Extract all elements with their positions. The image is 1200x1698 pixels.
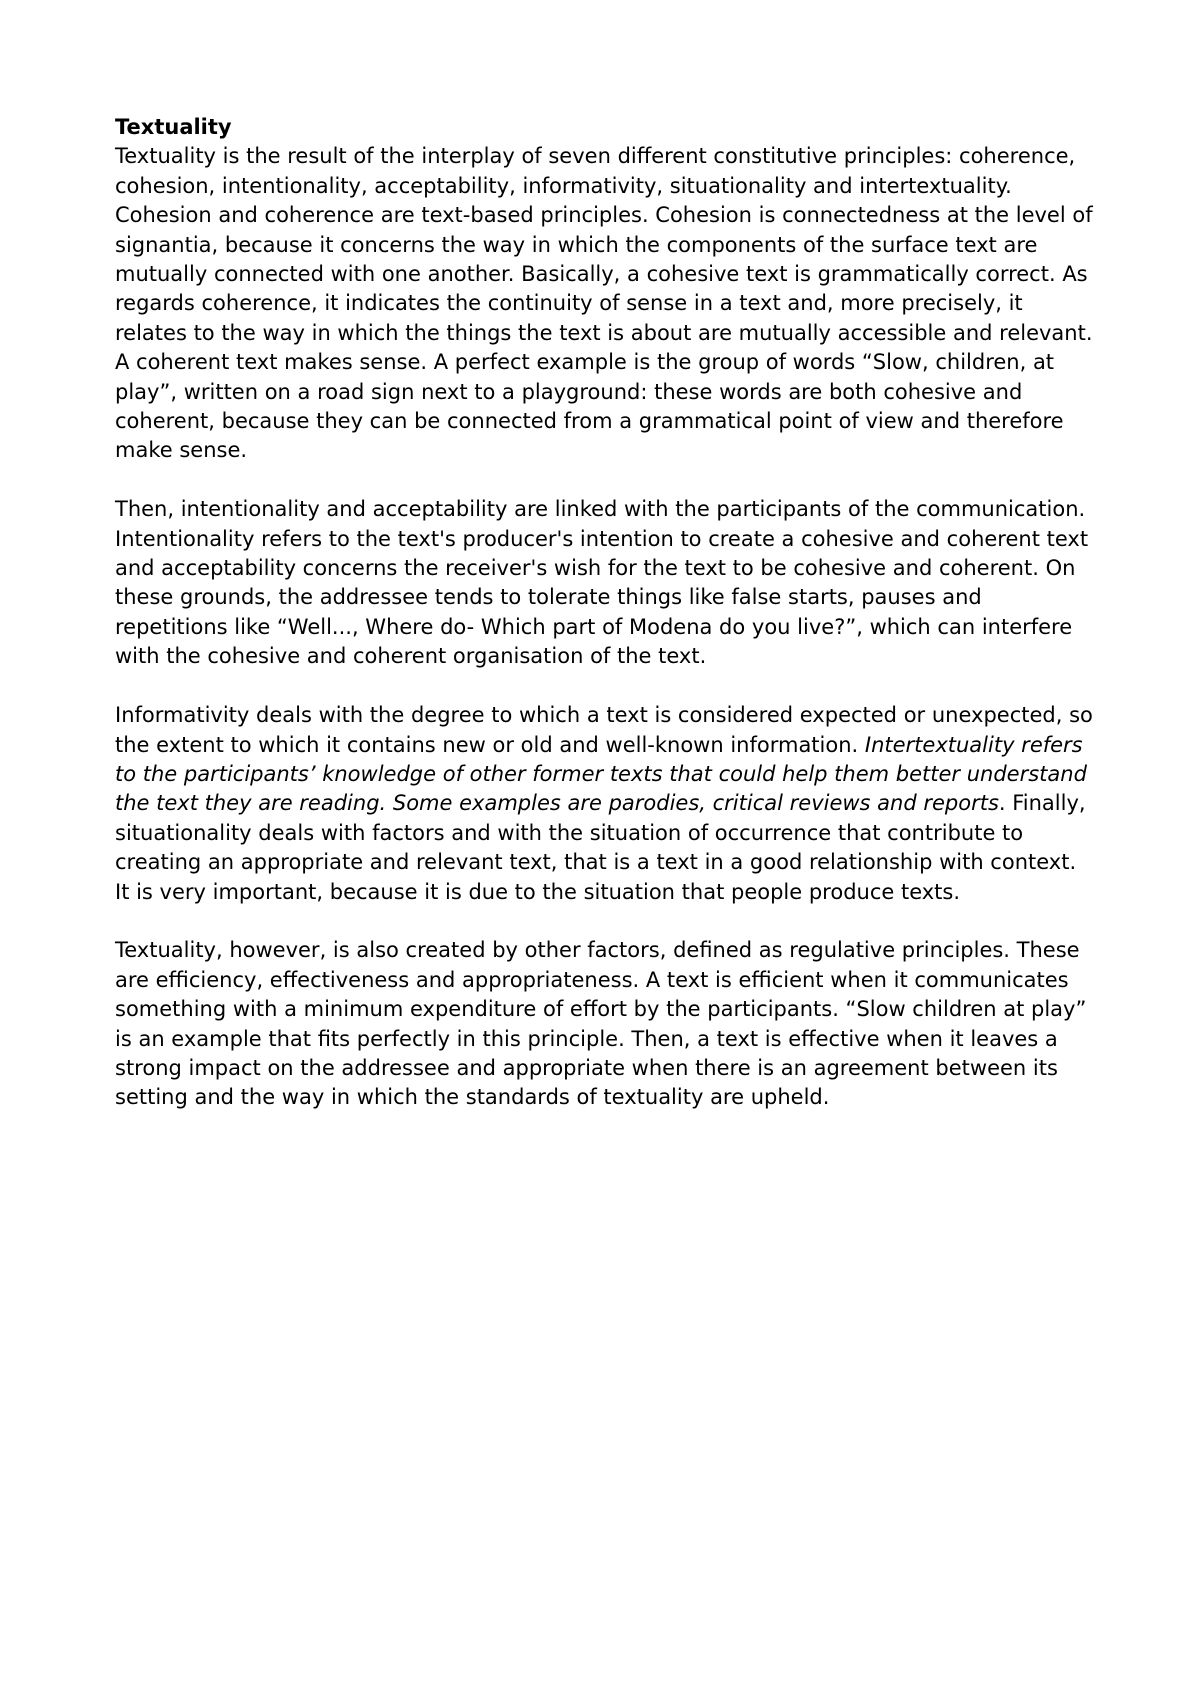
paragraph-2-text: Then, intentionality and acceptability are linked with the participants of the communication. Intentionality refers to the text's producer's intention to create a cohesive and coherent text and acceptability concerns the receiver's wish for the text to be cohesive and coherent. On these grounds, the addressee tends to tolerate things like false starts, pauses and repetitions like “Well..., Where do- Which part of Modena do you live?”, which can interfere with the cohesive and coherent organisation of the text. [115, 497, 1089, 669]
paragraph-3-text-start: Informativity deals with the degree to which a text is considered expected or unexpected, so the extent to which it contains new or old and well-known information. [115, 703, 1093, 757]
paragraph-4-text: Textuality, however, is also created by other factors, defined as regulative principles. These are efficiency, effectiveness and appropriateness. A text is efficient when it communicates something with a minimum expenditure of effort by the participants. “Slow children at play” is an example that fits perfectly in this principle. Then, a text is effective when it leaves a strong impact on the addressee and appropriate when there is an agreement between its setting and the way in which the standards of textuality are upheld. [115, 938, 1087, 1110]
paragraph-1 [115, 142, 1095, 465]
paragraph-4 [115, 936, 1095, 1112]
paragraph-3-italic-text: Intertextuality refers to the participants’ knowledge of other former texts that could help them better understand the text they are reading. Some examples are parodies, critical reviews and reports [115, 732, 1087, 816]
document-title: Textuality [115, 115, 232, 139]
paragraph-3-text-end: . Finally, situationality deals with factors and with the situation of occurrence that contribute to creating an appropriate and relevant text, that is a text in a good relationship with context. It is very important, because it is due to the situation that people produce texts. [115, 791, 1086, 904]
paragraph-3 [115, 701, 1095, 907]
paragraph-1-text: Textuality is the result of the interplay of seven different constitutive principles: coherence, cohesion, intentionality, acceptability, informativity, situationality and intertextuality. Cohesion and coherence are text-based principles. Cohesion is connectedness at the level of signantia, because it concerns the way in which the components of the surface text are mutually connected with one another. Basically, a cohesive text is grammatically correct. As regards coherence, it indicates the continuity of sense in a text and, more precisely, it relates to the way in which the things the text is about are mutually accessible and relevant. A coherent text makes sense. A perfect example is the group of words “Slow, children, at play”, written on a road sign next to a playground: these words are both cohesive and coherent, because they can be connected from a grammatical point of view and therefore make sense. [115, 144, 1093, 463]
paragraph-2 [115, 495, 1095, 671]
document-body [115, 113, 1095, 1142]
